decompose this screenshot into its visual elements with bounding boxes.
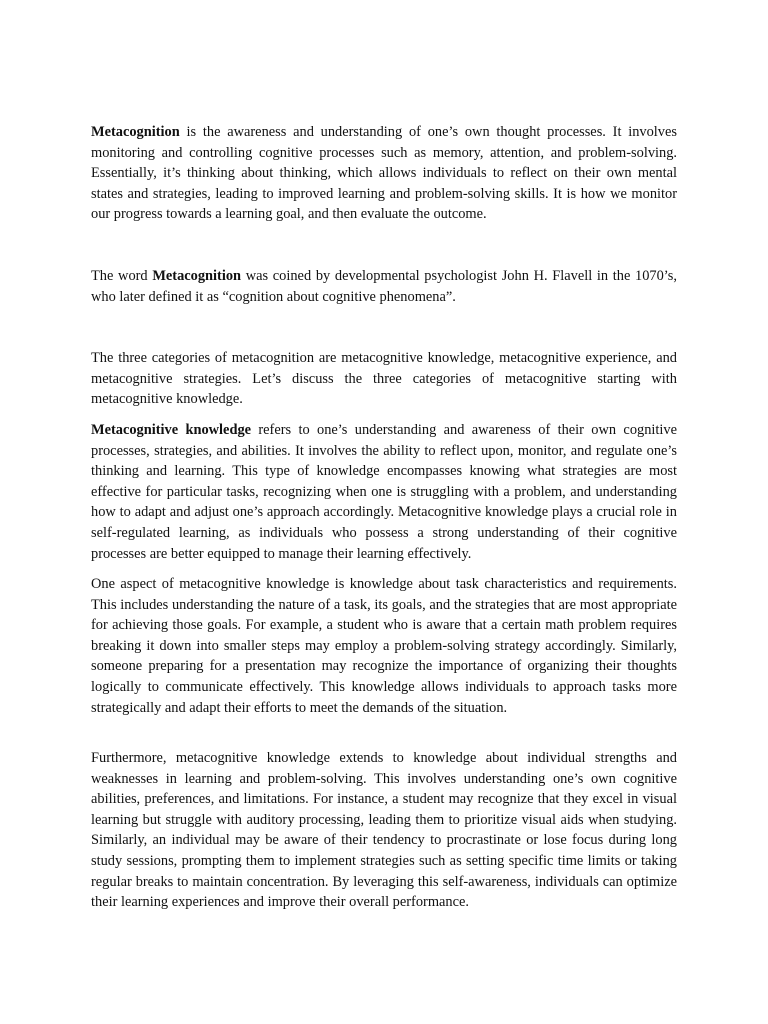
paragraph-task-characteristics — [91, 574, 677, 718]
paragraph-metacognitive-knowledge — [91, 420, 677, 564]
paragraph-strengths-weaknesses — [91, 748, 677, 913]
bold-term-metacognitive-knowledge: Metacognitive knowledge — [91, 422, 252, 438]
paragraph-text: Furthermore, metacognitive knowledge extends to knowledge about individual strengths and weaknesses in learning and problem-solving. This involves understanding one’s own cognitive abilities, preferences, and limitations. For instance, a student may recognize that they excel in visual learning but struggle with auditory processing, leading them to prioritize visual aids when studying. Similarly, an individual may be aware of their tendency to procrastinate or lose focus during long study sessions, prompting them to implement strategies such as setting specific time limits or taking regular breaks to maintain concentration. By leveraging this self-awareness, individuals can optimize their learning experiences and improve their overall performance. — [91, 750, 677, 911]
paragraph-text: is the awareness and understanding of one’s own thought processes. It involves monitoring and controlling cognitive processes such as memory, attention, and problem-solving. Essentially, it’s thinking about thinking, which allows individuals to reflect on their own mental states and strategies, leading to improved learning and problem-solving skills. It is how we monitor our progress towards a learning goal, and then evaluate the outcome. — [91, 124, 677, 223]
bold-term-metacognition: Metacognition — [91, 124, 180, 140]
paragraph-text: was coined by developmental psychologist John H. Flavell in the 1070’s, who later defined it as “cognition about cognitive phenomena”. — [91, 268, 677, 305]
paragraph-text: refers to one’s understanding and awareness of their own cognitive processes, strategies, and abilities. It involves the ability to reflect upon, monitor, and regulate one’s thinking and learning. This type of knowledge encompasses knowing what strategies are most effective for particular tasks, recognizing when one is struggling with a problem, and understanding how to adapt and adjust one’s approach accordingly. Metacognitive knowledge plays a crucial role in self-regulated learning, as individuals who possess a strong understanding of their cognitive processes are better equipped to manage their learning effectively. — [91, 422, 677, 562]
paragraph-flavell — [91, 266, 677, 307]
bold-term-metacognition: Metacognition — [152, 268, 242, 284]
paragraph-text: One aspect of metacognitive knowledge is knowledge about task characteristics and requirements. This includes understanding the nature of a task, its goals, and the strategies that are most appropriate for achieving those goals. For example, a student who is aware that a certain math problem requires breaking it down into smaller steps may employ a problem-solving strategy accordingly. Similarly, someone preparing for a presentation may recognize the importance of organizing their thoughts logically to communicate effectively. This knowledge allows individuals to approach tasks more strategically and adapt their efforts to meet the demands of the situation. — [91, 576, 677, 716]
paragraph-text-prefix: The word — [91, 268, 153, 284]
paragraph-metacognition-definition — [91, 122, 677, 225]
paragraph-three-categories — [91, 348, 677, 410]
paragraph-text: The three categories of metacognition are metacognitive knowledge, metacognitive experience, and metacognitive strategies. Let’s discuss the three categories of metacognitive starting with metacognitive knowledge. — [91, 350, 677, 408]
